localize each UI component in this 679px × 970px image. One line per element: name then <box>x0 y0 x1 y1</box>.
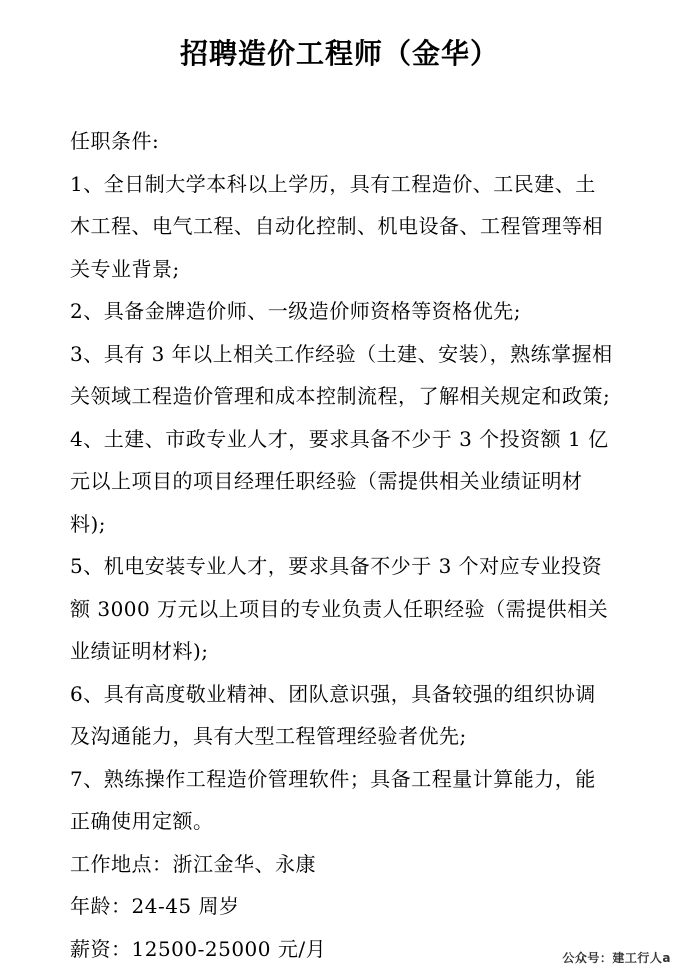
requirement-line: 正确使用定额。 <box>70 809 214 833</box>
requirement-line: 3、具有 3 年以上相关工作经验（土建、安装），熟练掌握相 <box>70 341 613 366</box>
requirements-heading: 任职条件: <box>70 129 160 153</box>
requirement-line: 6、具有高度敬业精神、团队意识强，具备较强的组织协调 <box>70 681 596 706</box>
requirement-line: 木工程、电气工程、自动化控制、机电设备、工程管理等相 <box>70 214 603 238</box>
requirement-line: 元以上项目的项目经理任职经验（需提供相关业绩证明材 <box>70 469 583 493</box>
job-requirements <box>70 120 630 970</box>
age-range: 年龄：24-45 周岁 <box>70 894 240 918</box>
requirement-line: 关领域工程造价管理和成本控制流程，了解相关规定和政策; <box>70 384 611 408</box>
requirement-line: 及沟通能力，具有大型工程管理经验者优先; <box>70 724 467 748</box>
requirement-line: 1、全日制大学本科以上学历，具有工程造价、工民建、土 <box>70 171 596 196</box>
requirement-line: 业绩证明材料); <box>70 639 209 663</box>
requirement-line: 5、机电安装专业人才，要求具备不少于 3 个对应专业投资 <box>70 554 603 578</box>
requirement-line: 额 3000 万元以上项目的专业负责人任职经验（需提供相关 <box>70 596 609 621</box>
page-title: 招聘造价工程师（金华） <box>179 37 499 70</box>
watermark: 公众号：建工行人a <box>562 951 671 965</box>
requirement-line: 2、具备金牌造价师、一级造价师资格等资格优先; <box>70 299 521 323</box>
requirement-line: 料); <box>70 511 107 536</box>
requirement-line: 4、土建、市政专业人才，要求具备不少于 3 个投资额 1 亿 <box>70 426 609 451</box>
salary-range: 薪资：12500-25000 元/月 <box>70 936 327 961</box>
requirement-line: 7、熟练操作工程造价管理软件；具备工程量计算能力，能 <box>70 766 596 791</box>
work-location: 工作地点：浙江金华、永康 <box>70 851 316 876</box>
requirement-line: 关专业背景; <box>70 256 180 281</box>
